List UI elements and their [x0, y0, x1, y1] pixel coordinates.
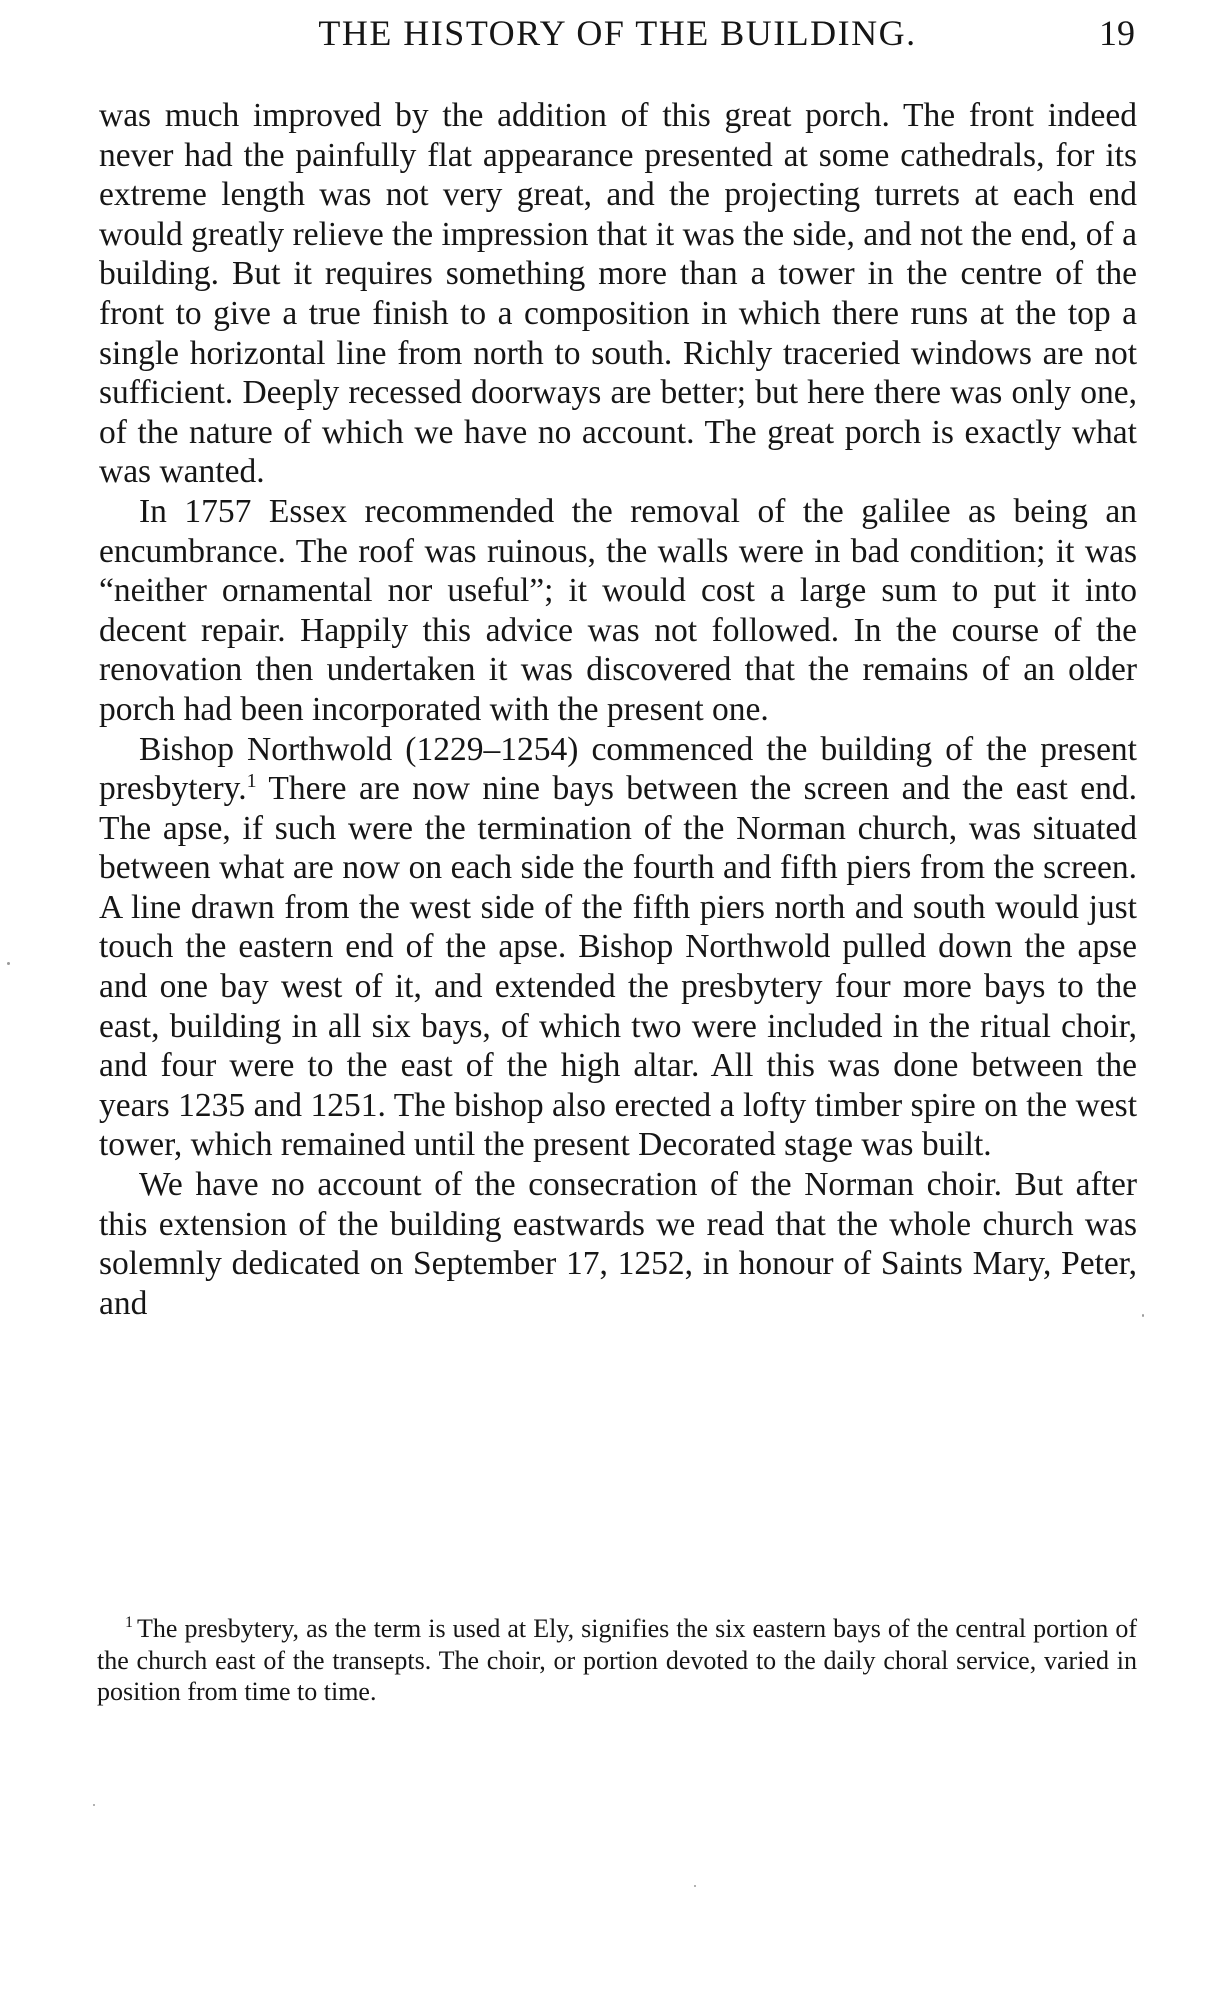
footnote-body: The presbytery, as the term is used at Ely, signifies the six eastern bays of the central portion of the church east of the transepts. The choir, or portion devoted to the daily choral service, varied in position from time to time.: [97, 1614, 1137, 1706]
paragraph-northwold: [99, 730, 1137, 1166]
paper-speck: [7, 962, 10, 965]
paragraph-essex: In 1757 Essex recommended the removal of the galilee as being an encumbrance. The roof was ruinous, the walls were in bad condition; it was “neither ornamental nor useful”; it would cost a large sum to put it into decent repair. Happily this advice was not followed. In the course of the renovation then undertaken it was discovered that the remains of an older porch had been incorporated with the present one.: [99, 492, 1137, 728]
footnote-reference: 1: [246, 769, 257, 792]
footnote-marker: 1: [125, 1614, 133, 1632]
paragraph-northwold-opening: Bishop Northwold (1229–1254) commenced the building of the present presbytery.: [99, 730, 1137, 808]
footnote: [97, 1613, 1137, 1708]
paper-speck: [1142, 1314, 1144, 1317]
paper-speck: [93, 1804, 95, 1806]
footnote-text: [97, 1613, 1137, 1708]
paragraph-northwold-rest: There are now nine bays between the screen and the east end. The apse, if such were the termination of the Norman church, was situated between what are now on each side the fourth and fifth piers from the screen. A line drawn from the west side of the fifth piers north and south would just touch the eastern end of the apse. Bishop Northwold pulled down the apse and one bay west of it, and extended the presbytery four more bays to the east, building in all six bays, of which two were included in the ritual choir, and four were to the east of the high altar. All this was done between the years 1235 and 1251. The bishop also erected a lofty timber spire on the west tower, which remained until the present Decorated stage was built.: [99, 770, 1137, 1164]
body-text: [99, 96, 1137, 1323]
paragraph-consecration: We have no account of the consecration of the Norman choir. But after this extension of the building eastwards we read that the whole church was solemnly dedicated on September 17, 1252, in honour of Saints Mary, Peter, and: [99, 1166, 1137, 1322]
paragraph-porch: was much improved by the addition of this great porch. The front indeed never had the painfully flat appearance presented at some cathedrals, for its extreme length was not very great, and the projecting turrets at each end would greatly relieve the impression that it was the side, and not the end, of a building. But it requires something more than a tower in the centre of the front to give a true finish to a composition in which there runs at the top a single horizontal line from north to south. Richly traceried windows are not sufficient. Deeply recessed doorways are better; but here there was only one, of the nature of which we have no account. The great porch is exactly what was wanted.: [99, 97, 1137, 491]
page-number: 19: [1099, 13, 1135, 53]
paper-speck: [694, 1885, 696, 1887]
running-head: [100, 8, 1135, 58]
running-title: THE HISTORY OF THE BUILDING.: [318, 13, 917, 53]
